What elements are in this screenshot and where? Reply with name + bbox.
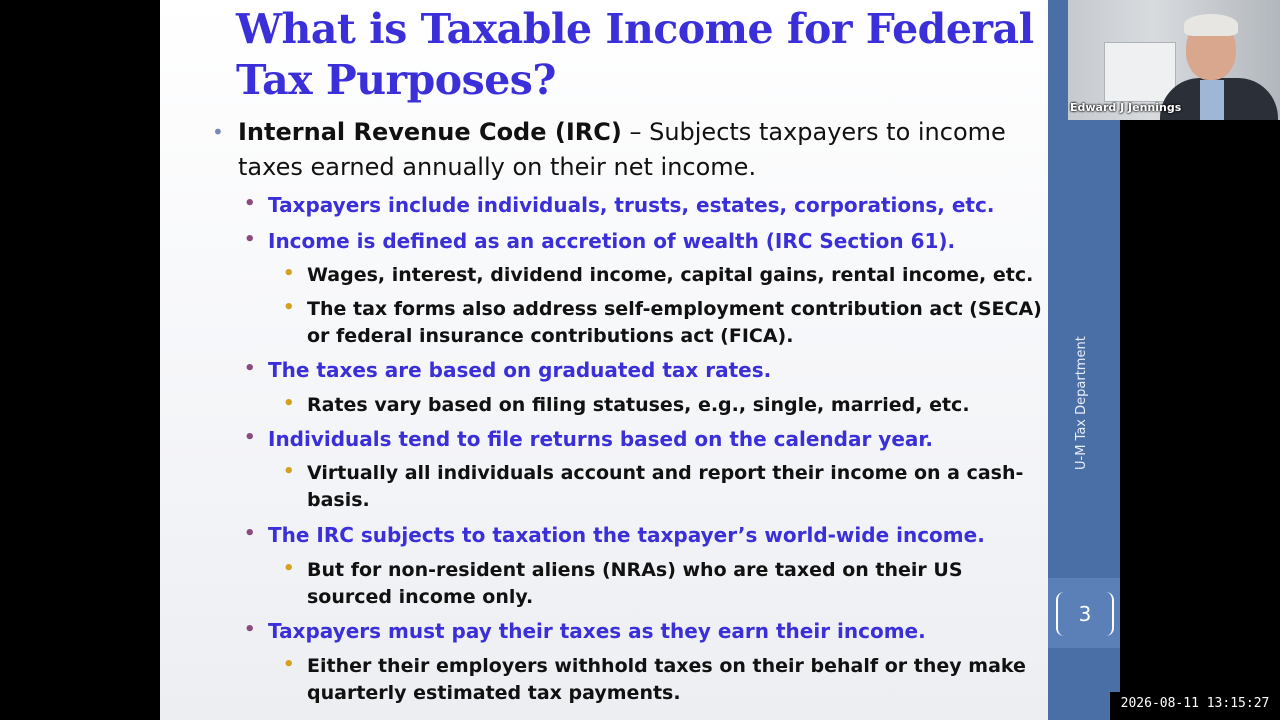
bullet-main-line-2: taxes earned annually on their net income. xyxy=(238,153,757,181)
bullet-dot-icon: • xyxy=(244,229,256,250)
sub-bullet-text: Taxpayers must pay their taxes as they earn their income. xyxy=(268,619,926,643)
timestamp-overlay: 2026-08-11 13:15:27 xyxy=(1110,692,1280,720)
sub-bullet-text: Individuals tend to file returns based on the calendar year. xyxy=(268,427,934,451)
bullet-dot-icon: • xyxy=(283,263,295,284)
sub-sub-bullet-text: Rates vary based on filing statuses, e.g., single, married, etc. xyxy=(307,394,970,416)
sub-bullet xyxy=(244,521,985,549)
bullet-dot-icon: • xyxy=(283,654,295,675)
sub-sub-bullet-text: But for non-resident aliens (NRAs) who are taxed on their US xyxy=(307,559,963,581)
bullet-dot-icon: • xyxy=(244,523,256,544)
sub-bullet xyxy=(244,617,926,645)
bullet-main-bold: Internal Revenue Code (IRC) xyxy=(238,118,622,146)
sub-bullet xyxy=(244,191,995,219)
bullet-dot-icon: • xyxy=(212,120,224,144)
bullet-list xyxy=(160,0,1048,720)
sub-sub-bullet-text: Virtually all individuals account and report their income on a cash- xyxy=(307,462,1024,484)
page-number: 3 xyxy=(1056,592,1114,636)
sub-sub-bullet-line-2: basis. xyxy=(307,489,370,511)
sub-sub-bullet xyxy=(283,261,1034,289)
sub-sub-bullet xyxy=(283,295,1042,323)
sub-sub-bullet xyxy=(283,652,1026,680)
sub-bullet xyxy=(244,227,956,255)
sub-sub-bullet-text: Wages, interest, dividend income, capital gains, rental income, etc. xyxy=(307,264,1034,286)
sub-bullet-text: Taxpayers include individuals, trusts, estates, corporations, etc. xyxy=(268,193,995,217)
sub-sub-bullet-line-2: or federal insurance contributions act (FICA). xyxy=(307,325,794,347)
sub-sub-bullet xyxy=(283,391,970,419)
bullet-dot-icon: • xyxy=(244,358,256,379)
slide-title-line-1: What is Taxable Income for Federal xyxy=(236,5,1034,53)
presentation-slide xyxy=(160,0,1048,720)
bullet-main-text: – Subjects taxpayers to income xyxy=(621,118,1006,146)
sub-sub-bullet-line-2: quarterly estimated tax payments. xyxy=(307,682,681,704)
sub-bullet xyxy=(244,425,934,453)
sub-sub-bullet-text: The tax forms also address self-employment contribution act (SECA) xyxy=(307,298,1042,320)
speaker-hair xyxy=(1184,14,1238,36)
participant-name: Edward J Jennings xyxy=(1070,101,1182,114)
whiteboard xyxy=(1104,42,1176,102)
sub-bullet-text: Income is defined as an accretion of wealth (IRC Section 61). xyxy=(268,229,956,253)
bullet-dot-icon: • xyxy=(244,427,256,448)
bullet-dot-icon: • xyxy=(283,461,295,482)
slide-title-line-2: Tax Purposes? xyxy=(236,56,556,104)
bullet-main xyxy=(212,115,1006,149)
bullet-dot-icon: • xyxy=(283,558,295,579)
bullet-dot-icon: • xyxy=(283,297,295,318)
sub-bullet-text: The IRC subjects to taxation the taxpayer’s world-wide income. xyxy=(268,523,985,547)
bullet-dot-icon: • xyxy=(244,193,256,214)
sub-sub-bullet-line-2: sourced income only. xyxy=(307,586,534,608)
bullet-dot-icon: • xyxy=(244,619,256,640)
sub-sub-bullet xyxy=(283,459,1024,487)
sub-bullet-text: The taxes are based on graduated tax rates. xyxy=(268,358,772,382)
sub-sub-bullet-text: Either their employers withhold taxes on their behalf or they make xyxy=(307,655,1026,677)
sub-bullet xyxy=(244,356,772,384)
bullet-dot-icon: • xyxy=(283,393,295,414)
department-label: U-M Tax Department xyxy=(1074,336,1089,470)
speaker-shirt xyxy=(1200,80,1224,120)
sub-sub-bullet xyxy=(283,556,963,584)
